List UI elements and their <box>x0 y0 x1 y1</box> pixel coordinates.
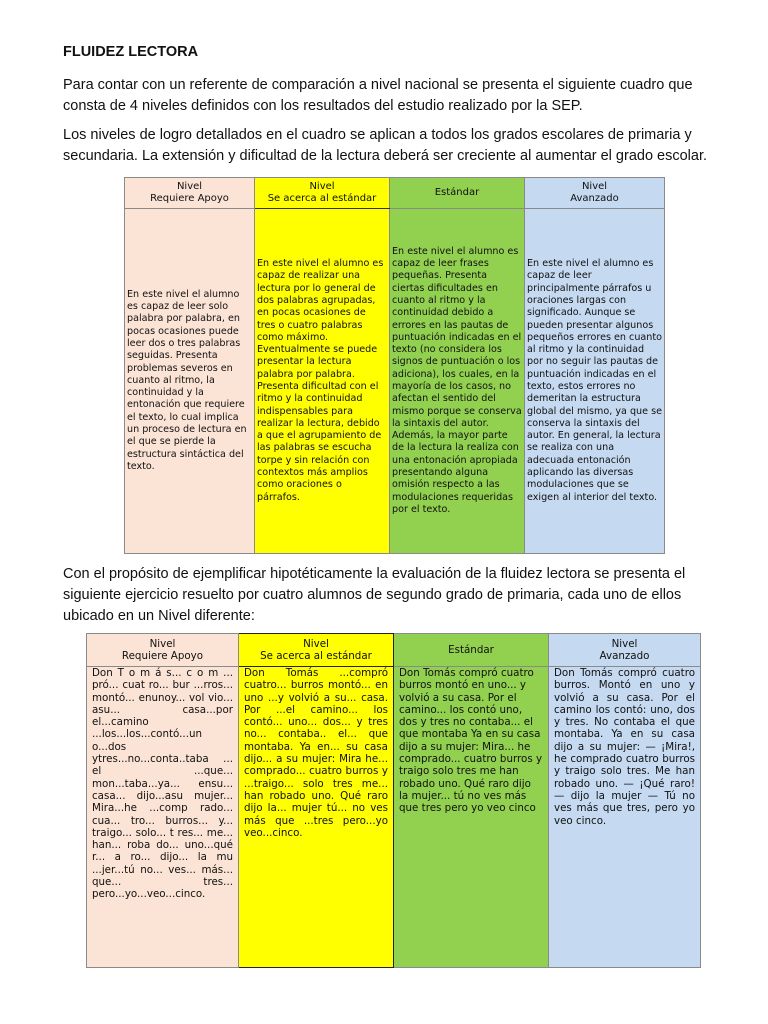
example-header-se-acerca: Nivel Se acerca al estándar <box>239 634 394 667</box>
level-header-se-acerca: Nivel Se acerca al estándar <box>255 178 390 209</box>
description-avanzado: En este nivel el alumno es capaz de leer principalmente párrafos u oraciones largas con significado. Aunque se pueden presentar algunos pequeños errores en cuanto al ritmo y la continuidad por no seguir las pautas de puntuación indicadas en el texto, estos errores no demeritan la estructura global del mismo, ya que se conserva la sintaxis del autor. En general, la lectura se realiza con una adecuada entonación aplicando las diversas modulaciones que se exigen al interior del texto. <box>525 209 665 554</box>
page-title: FLUIDEZ LECTORA <box>63 44 199 60</box>
example-reading-avanzado: Don Tomás compró cuatro burros. Montó en uno y volvió a su casa. Por el camino los contó: uno, dos y tres. No contaba el que montaba. Ya en su casa dijo a su mujer: — ¡Mira!, he comprado cuatro burros y traigo solo tres. Me han robado uno. — ¡Qué raro! — dijo la mujer — Tú no ves más que tres, pero yo veo cinco. <box>549 667 701 968</box>
example-reading-se-acerca: Don Tomás ...compró cuatro... burros montó... en uno ...y volvió a su... casa. Por ...el camino... los contó... uno... dos... y tres no... contaba.. el... que montaba. Ya en... su casa dijo... a su mujer: Mira he... comprado... cuatro burros y ...traigo... solo tres me... han robado uno. Qué raro dijo la... mujer tú... no ves más que ...tres pero...yo veo...cinco. <box>239 667 394 968</box>
levels-table <box>124 177 665 554</box>
example-header-estandar: Estándar <box>394 634 549 667</box>
examples-reading-row <box>87 667 701 968</box>
description-requiere-apoyo: En este nivel el alumno es capaz de leer solo palabra por palabra, en pocas ocasiones puede leer dos o tres palabras seguidas. Presenta problemas severos en cuanto al ritmo, la continuidad y la entonación que requiere el texto, lo cual implica un proceso de lectura en el que se pierde la estructura sintáctica del texto. <box>125 209 255 554</box>
examples-table <box>86 633 701 968</box>
description-estandar: En este nivel el alumno es capaz de leer frases pequeñas. Presenta ciertas dificultades en cuanto al ritmo y la continuidad debido a errores en las pautas de puntuación indicadas en el texto (no considera los signos de puntuación o los adiciona), los cuales, en la mayoría de los casos, no afectan el sentido del mismo porque se conserva la sintaxis del autor. Además, la mayor parte de la lectura la realiza con una entonación apropiada presentando alguna omisión respecto a las modulaciones requeridas por el texto. <box>390 209 525 554</box>
level-header-requiere-apoyo: Nivel Requiere Apoyo <box>125 178 255 209</box>
example-intro-paragraph: Con el propósito de ejemplificar hipotéticamente la evaluación de la fluidez lectora se presenta el siguiente ejercicio resuelto por cuatro alumnos de segundo grado de primaria, cada uno de ellos ubicado en un Nivel diferente: <box>63 566 686 624</box>
examples-header-row <box>87 634 701 667</box>
levels-header-row <box>125 178 665 209</box>
example-reading-estandar: Don Tomás compró cuatro burros montó en uno... y volvió a su casa. Por el camino... los contó uno, dos y tres no contaba... el que montaba Ya en su casa dijo a su mujer: Mira... he comprado... cuatro burros y traigo solo tres me han robado uno. Qué raro dijo la mujer... tú no ves más que tres pero yo veo cinco <box>394 667 549 968</box>
example-header-avanzado: Nivel Avanzado <box>549 634 701 667</box>
example-reading-requiere-apoyo: Don T o m á s... c o m ... pró... cuat ro... bur ...rros... montó... enunoy... vol vio... asu... casa...por el...camino ...los...los...contó...un o...dos ytres...no...conta..taba ... el ...que... mon...taba...ya... ensu... casa... dijo...asu mujer... Mira...he ...comp rado... cua... tro... burros... y... traigo... solo... t res... me... han... roba do... uno...qué r... a ro... dijo... la mu ...jer...tú no... ves... más... que... tres... pero...yo...veo...cinco. <box>87 667 239 968</box>
levels-description-row <box>125 209 665 554</box>
description-se-acerca: En este nivel el alumno es capaz de realizar una lectura por lo general de dos palabras agrupadas, en pocas ocasiones de tres o cuatro palabras como máximo. Eventualmente se puede presentar la lectura palabra por palabra. Presenta dificultad con el ritmo y la continuidad indispensables para realizar la lectura, debido a que el agrupamiento de las palabras se escucha torpe y sin relación con contextos más amplios como oraciones o párrafos. <box>255 209 390 554</box>
intro-paragraph-1: Para contar con un referente de comparación a nivel nacional se presenta el siguiente cuadro que consta de 4 niveles definidos con los resultados del estudio realizado por la SEP. <box>63 77 693 114</box>
level-header-avanzado: Nivel Avanzado <box>525 178 665 209</box>
example-header-requiere-apoyo: Nivel Requiere Apoyo <box>87 634 239 667</box>
level-header-estandar: Estándar <box>390 178 525 209</box>
intro-paragraph-2: Los niveles de logro detallados en el cuadro se aplican a todos los grados escolares de primaria y secundaria. La extensión y dificultad de la lectura deberá ser creciente al aumentar el grado escolar. <box>63 127 708 164</box>
